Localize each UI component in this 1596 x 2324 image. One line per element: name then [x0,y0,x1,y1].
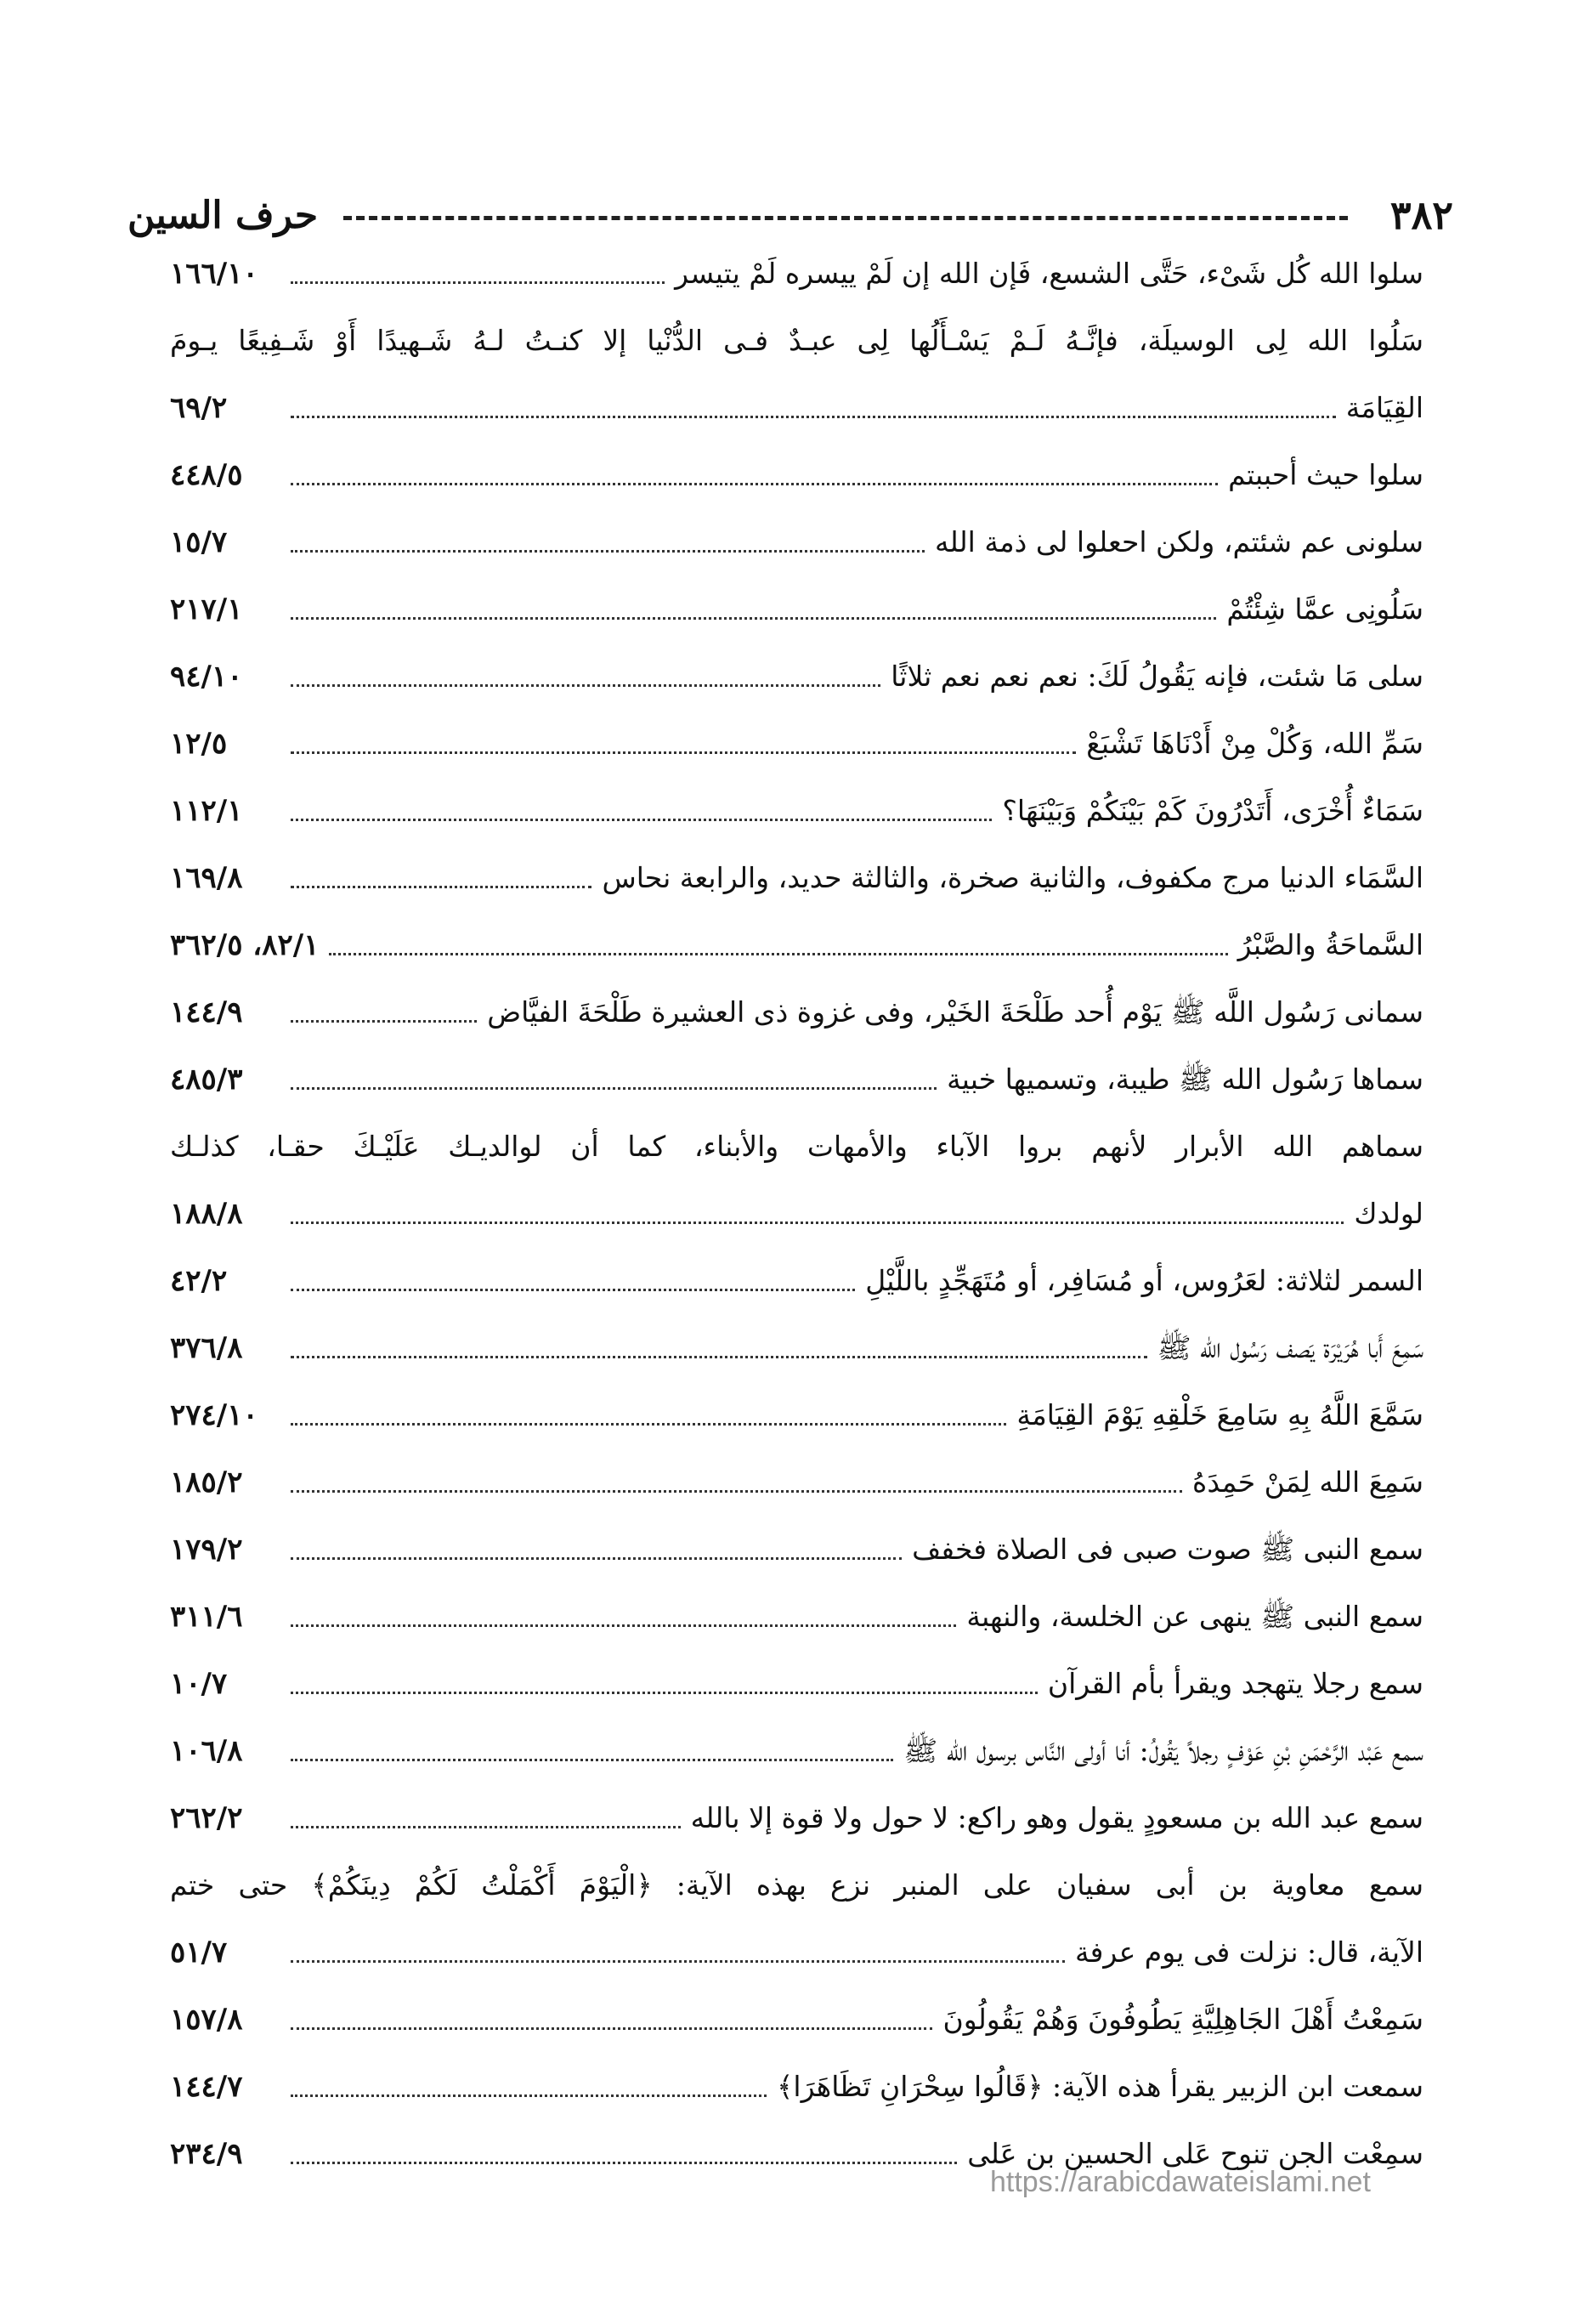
index-entry [170,255,1423,292]
entry-text: سمعت ابن الزبير يقرأ هذه الآية: ﴿قَالُوا سِحْرَانِ تَظَاهَرَا﴾ [777,2070,1423,2103]
entry-reference: ٢٧٤/١٠ [170,1398,258,1432]
dot-leader [291,1020,477,1023]
entry-text: سمع رجلا يتهجد ويقرأ بأم القرآن [1047,1667,1423,1700]
entry-reference: ٢١٧/١ [170,592,243,626]
entry-text: لولدك [1354,1197,1423,1230]
entry-text: سمع عبد الله بن مسعودٍ يقول وهو راكع: لا حول ولا قوة إلا بالله [690,1801,1423,1834]
dot-leader [291,2027,932,2030]
entry-text: سَلُونِى عمَّا شِئْتُمْ [1226,592,1423,626]
index-entries [170,255,1423,2202]
entry-text: سَمَّعَ اللَّهُ بِهِ سَامِعَ خَلْقِهِ يَوْمَ القِيَامَةِ [1016,1398,1423,1431]
dot-leader [291,2162,957,2164]
entry-reference: ١٨٨/٨ [170,1197,243,1231]
dot-leader [291,1423,1006,1426]
index-entry [170,658,1423,695]
entry-reference: ٢٣٤/٩ [170,2137,243,2171]
entry-text: سَمَاءٌ أُخْرَى، أَتَدْرُونَ كَمْ بَيْنَكُمْ وَبَيْنَهَا؟ [1002,794,1423,827]
entry-reference: ٣٧٦/٨ [170,1331,243,1365]
index-entry [170,859,1423,897]
dot-leader [291,684,880,687]
entry-text: سَمِعَ أَبا هُرَيْرَة يَصف رَسُول الله ﷺ [1157,1331,1423,1364]
entry-first-line: سَلُوا الله لِى الوسيلَة، فإنَّـهُ لَـمْ يَسْـأَلُها لِى عبـدٌ فـى الدُّنْيا إلا كنـتُ لـهُ شَـهيدًا أَوْ شَـفِيعًا يـومَ [170,324,1423,357]
dot-leader [291,1289,855,1291]
entry-text: السَّماحَةُ والصَّبْرُ [1237,928,1423,961]
index-entry [170,1397,1423,1434]
index-entry [170,792,1423,830]
entry-text: سماها رَسُول الله ﷺ طيبة، وتسميها خبية [947,1063,1423,1096]
entry-first-line: سماهم الله الأبرار لأنهم بروا الآباء والأمهات والأبناء، كما أن لوالديـك عَلَيْـكَ حقـا، كذلـك [170,1130,1423,1163]
dot-leader [291,1087,937,1090]
section-title: حرف السين [127,193,319,237]
entry-reference: ١٧٩/٢ [170,1533,243,1567]
entry-text: سمِعْت الجن تنوح عَلى الحسين بن عَلى [967,2137,1423,2170]
entry-reference: ٩٤/١٠ [170,660,243,694]
dot-leader [291,1356,1147,1358]
dot-leader [291,819,992,821]
dot-leader [291,1692,1038,1694]
entry-text: سلى مَا شئت، فإنه يَقُولُ لَكَ: نعم نعم نعم ثلاثًا [891,660,1423,693]
index-entry [170,1665,1423,1703]
entry-text: سلوا الله كُل شَىْء، حَتَّى الشسع، فَإن الله إن لَمْ ييسره لَمْ يتيسر [675,257,1423,290]
index-entry-block [170,1128,1423,1233]
dot-leader [291,1557,902,1560]
watermark: https://arabicdawateislami.net [990,2166,1371,2198]
index-entry [170,524,1423,561]
dot-leader [291,1222,1344,1224]
entry-text: سمانى رَسُول اللَّه ﷺ يَوْم أُحد طَلْحَةَ الخَيْر، وفى غزوة ذى العشيرة طَلْحَةَ الفيَّاض [487,995,1423,1029]
entry-text: سمع عَبْد الرَّحْمَنِ بْنِ عَوْفٍ رجلاً يَقُولُ: أنا أولى النَّاس برسول الله ﷺ [903,1734,1423,1767]
entry-reference: ١٢/٥ [170,727,228,761]
entry-text: السمر لثلاثة: لعَرُوس، أو مُسَافِر، أو مُتَهَجِّدٍ باللَّيْلِ [865,1264,1423,1297]
index-entry [170,1195,1423,1233]
dot-leader [291,1826,681,1828]
dot-leader [291,617,1216,620]
entry-text: سَمِعَ الله لِمَنْ حَمِدَهُ [1192,1465,1423,1499]
index-entry [170,994,1423,1031]
entry-text: سمع النبى ﷺ ينهى عن الخلسة، والنهبة [966,1600,1423,1633]
entry-text: السَّمَاء الدنيا مرج مكفوف، والثانية صخرة، والثالثة حديد، والرابعة نحاس [602,861,1423,894]
index-entry-block [170,1867,1423,1971]
index-entry [170,1531,1423,1568]
dot-leader [291,1960,1065,1963]
dot-leader [291,281,665,284]
dot-leader [291,550,925,553]
dot-leader [291,751,1076,754]
index-entry-block [170,322,1423,427]
entry-reference: ٤٤٨/٥ [170,458,243,492]
entry-reference: ١٠٦/٨ [170,1734,243,1768]
entry-reference: ٢٦٢/٢ [170,1801,243,1835]
index-entry [170,591,1423,628]
index-entry [170,456,1423,494]
entry-reference: ١٥٧/٨ [170,2003,243,2037]
entry-reference: ٦٩/٢ [170,391,228,425]
index-entry [170,725,1423,762]
dot-leader [329,953,1227,955]
entry-reference: ١٤٤/٧ [170,2070,243,2104]
dot-leader [291,1490,1182,1493]
index-entry [170,2068,1423,2106]
entry-reference: ١٨٥/٢ [170,1465,243,1499]
entry-reference: ١٦٦/١٠ [170,257,258,291]
entry-reference: ٨٢/١، ٣٦٢/٥ [170,928,320,962]
entry-reference: ١٤٤/٩ [170,995,243,1029]
entry-text: الآية، قال: نزلت فى يوم عرفة [1074,1936,1423,1969]
entry-reference: ٥١/٧ [170,1936,228,1970]
page-number: ٣٨٢ [1389,192,1453,238]
entry-reference: ١٠/٧ [170,1667,228,1701]
index-entry [170,927,1423,964]
dot-leader [291,416,1336,418]
entry-text: سلونى عم شئتم، ولكن احعلوا لى ذمة الله [934,525,1423,558]
index-entry [170,1934,1423,1971]
header-rule [343,216,1348,220]
index-entry [170,1800,1423,1837]
entry-first-line: سمع معاوية بن أبى سفيان على المنبر نزع بهذه الآية: ﴿الْيَوْمَ أَكْمَلْتُ لَكُمْ دِينَكُمْ﴾ حتى ختم [170,1868,1423,1902]
dot-leader [291,483,1218,485]
dot-leader [291,1759,893,1761]
dot-leader [291,886,591,888]
entry-text: سلوا حيث أحببتم [1228,458,1423,491]
index-entry [170,1061,1423,1098]
index-entry [170,1598,1423,1635]
entry-reference: ١٦٩/٨ [170,861,243,895]
entry-text: سَمِّ الله، وَكُلْ مِنْ أَدْنَاهَا تَشْبَعْ [1086,727,1423,760]
entry-reference: ١١٢/١ [170,794,243,828]
entry-reference: ١٥/٧ [170,525,228,559]
page-header [127,185,1453,245]
dot-leader [291,1624,956,1627]
entry-reference: ٤٢/٢ [170,1264,228,1298]
entry-text: القِيَامَة [1345,391,1423,424]
entry-reference: ٤٨٥/٣ [170,1063,243,1097]
index-entry [170,389,1423,427]
index-entry [170,2001,1423,2038]
dot-leader [291,2094,767,2097]
entry-text: سمع النبى ﷺ صوت صبى فى الصلاة فخفف [912,1533,1423,1566]
entry-text: سَمِعْتُ أَهْلَ الجَاهِلِيَّةِ يَطُوفُونَ وَهُمْ يَقُولُونَ [942,2003,1423,2036]
index-entry [170,1464,1423,1501]
entry-reference: ٣١١/٦ [170,1600,243,1634]
index-entry [170,1329,1423,1367]
index-entry [170,1262,1423,1300]
index-entry [170,1732,1423,1770]
